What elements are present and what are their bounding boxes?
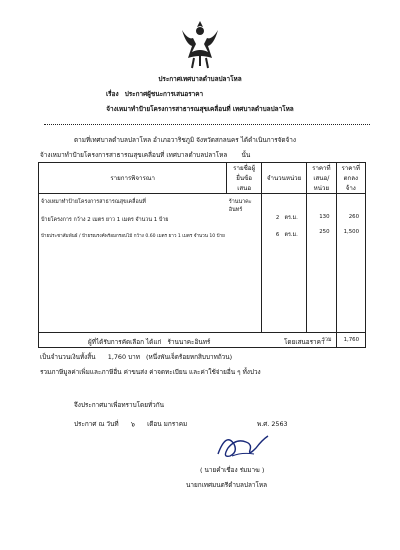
winner-amount: เป็นจำนวนเงินทั้งสิ้น 1,760 บาท (หนึ่งพันเจ็ดร้อยหกสิบบาทถ้วน) bbox=[40, 353, 233, 361]
col-header-qty: จำนวนหน่วย bbox=[261, 163, 306, 194]
intro-line1: ตามที่เทศบาลตำบลปลาโหล อำเภอวาริชภูมิ จังหวัดสกลนคร ได้ดำเนินการจัดจ้าง bbox=[74, 136, 296, 144]
qty-row-2: 6 ตร.ม. bbox=[275, 232, 298, 238]
total-row-2: 1,500 bbox=[343, 229, 359, 235]
supplier-name: ร้านนาคะอินทร์ bbox=[228, 199, 252, 213]
garuda-emblem bbox=[178, 18, 222, 70]
winner-vat-note: รวมภาษีมูลค่าเพิ่มและภาษีอื่น ค่าขนส่ง ค่าจดทะเบียน และค่าใช้จ่ายอื่น ๆ ทั้งปวง bbox=[40, 368, 261, 376]
signature bbox=[212, 426, 272, 464]
price-row-1: 130 bbox=[319, 214, 330, 220]
header-procurement: จ้างเหมาทำป้ายโครงการสาธารณสุขเคลื่อนที่ เทศบาลตำบลปลาโหล bbox=[106, 105, 294, 113]
winner-offer: โดยเสนอราคา bbox=[284, 338, 325, 346]
bid-table bbox=[38, 162, 366, 348]
item-title: จ้างเหมาทำป้ายโครงการสาธารณสุขเคลื่อนที่ bbox=[41, 199, 146, 205]
col-header-total: ราคาที่ตกลงจ้าง bbox=[336, 163, 365, 194]
intro-line2: จ้างเหมาทำป้ายโครงการสาธารณสุขเคลื่อนที่ เทศบาลตำบลปลาโหล นั้น bbox=[40, 151, 251, 159]
table-body-row bbox=[39, 194, 366, 333]
item-row-1: ป้ายโครงการ กว้าง 2 เมตร ยาว 1 เมตร จำนวน 1 ป้าย bbox=[41, 217, 169, 223]
dotted-divider bbox=[44, 124, 370, 127]
col-header-item: รายการพิจารณา bbox=[39, 163, 227, 194]
sum-value: 1,760 bbox=[336, 333, 365, 348]
col-header-unit-price: ราคาที่เสนอ/หน่วย bbox=[307, 163, 336, 194]
header-title: ประกาศเทศบาลตำบลปลาโหล bbox=[158, 75, 242, 83]
qty-row-1: 2 ตร.ม. bbox=[275, 215, 298, 221]
header-subject: เรื่อง ประกาศผู้ชนะการเสนอราคา bbox=[106, 90, 204, 98]
table-header-row bbox=[39, 163, 366, 194]
price-row-2: 250 bbox=[319, 229, 330, 235]
announce-date: ประกาศ ณ วันที่ ๖ เดือน มกราคม bbox=[74, 420, 188, 428]
col-header-supplier: รายชื่อผู้ยื่นข้อเสนอ bbox=[227, 163, 262, 194]
signer-name: ( นายคำเชื่อง ร่มมาฆ ) bbox=[200, 466, 265, 474]
item-row-2: ป้ายประชาสัมพันธ์ / ป้ายรณรงค์พร้อมกรอบไม้ กว้าง 0.60 เมตร ยาว 1 เมตร จำนวน 10 ป้าย bbox=[41, 234, 225, 239]
signer-title: นายกเทศมนตรีตำบลปลาโหล bbox=[186, 481, 268, 489]
total-row-1: 260 bbox=[348, 214, 359, 220]
announce-line: จึงประกาศมาเพื่อทราบโดยทั่วกัน bbox=[74, 401, 164, 409]
announce-year: พ.ศ. 2563 bbox=[257, 420, 288, 428]
winner-line1: ผู้ที่ได้รับการคัดเลือก ได้แก่ ร้านนาคะอินทร์ bbox=[88, 338, 211, 346]
sum-label: รวม bbox=[39, 333, 337, 348]
